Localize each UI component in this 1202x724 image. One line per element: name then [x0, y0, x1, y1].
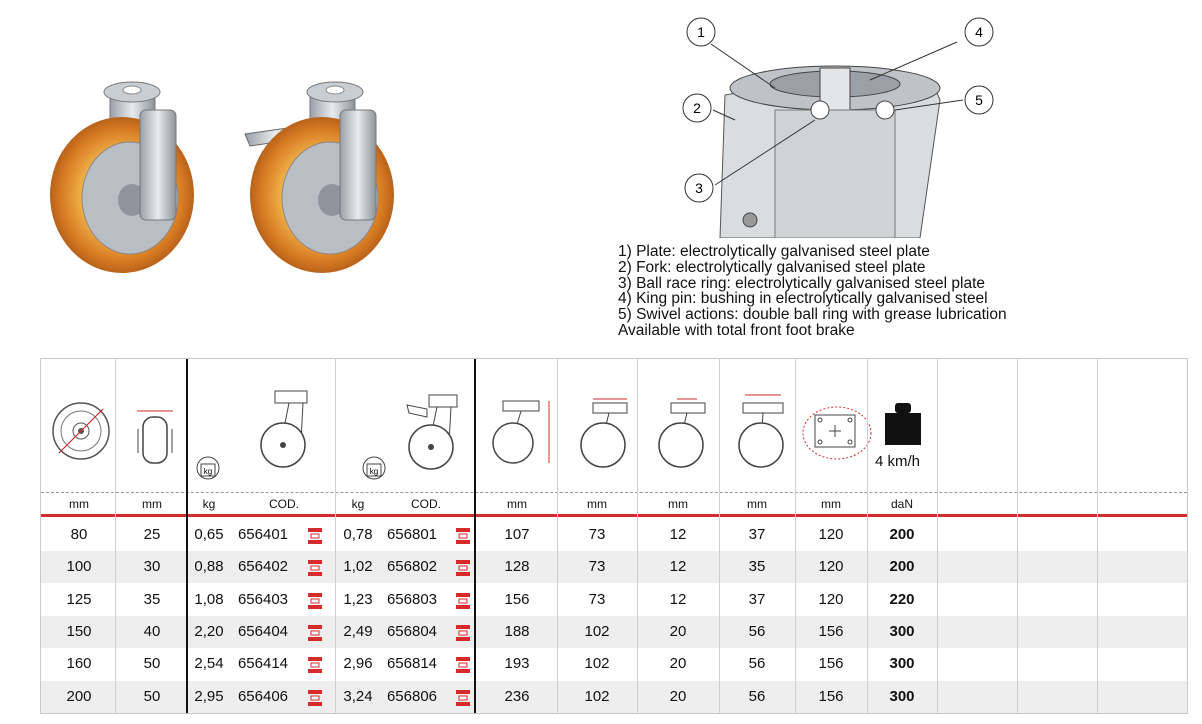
cell-width: 35 [143, 590, 161, 608]
description-item-king-pin: 4) King pin: bushing in electrolytically galvanised steel [618, 290, 988, 308]
cell-weight: 0,65 [194, 526, 224, 543]
spec-table [40, 358, 1188, 714]
cell-overall-height: 156 [504, 590, 530, 608]
spare-part-brake-icon[interactable] [455, 592, 471, 610]
cell-weight: 2,20 [194, 622, 224, 640]
cell-plate-width: 73 [588, 526, 606, 543]
spare-part-icon[interactable] [307, 689, 323, 707]
cell-load: 200 [889, 558, 915, 576]
cell-load: 300 [889, 622, 915, 640]
cell-diameter: 150 [66, 622, 92, 640]
cell-overall-height: 236 [504, 687, 530, 705]
caster-photo [50, 82, 194, 273]
cell-diameter: 100 [66, 558, 92, 576]
callout-3 [685, 174, 713, 202]
cell-holes: 37 [748, 590, 766, 608]
cell-code: 656406 [237, 687, 289, 705]
cell-diameter: 80 [70, 526, 88, 543]
cell-weight-brake: 1,23 [343, 590, 373, 608]
unit-plate-width: mm [587, 497, 607, 511]
description-note-brake: Available with total front foot brake [618, 321, 855, 339]
cell-plate: 120 [818, 526, 844, 543]
header-divider [41, 514, 1187, 517]
overall-height-icon [489, 397, 559, 467]
swivel-brake-caster-icon [403, 389, 465, 473]
cell-weight-brake: 2,96 [343, 655, 373, 673]
unit-plate: mm [821, 497, 841, 511]
cell-offset: 20 [669, 622, 687, 640]
cell-load: 220 [889, 590, 915, 608]
callout-5 [965, 86, 993, 114]
cell-load: 300 [889, 655, 915, 673]
speed-label: 4 km/h [875, 453, 921, 470]
cell-plate-width: 102 [584, 655, 610, 673]
cell-plate-width: 73 [588, 558, 606, 576]
cell-width: 40 [143, 622, 161, 640]
cell-offset: 12 [669, 590, 687, 608]
offset-icon [653, 395, 715, 469]
cell-code: 656401 [237, 526, 289, 543]
cell-width: 50 [143, 655, 161, 673]
cell-code-brake: 656803 [386, 590, 438, 608]
unit-weight: kg [202, 497, 216, 511]
cell-diameter: 200 [66, 687, 92, 705]
cell-holes: 35 [748, 558, 766, 576]
cell-plate-width: 102 [584, 687, 610, 705]
cell-code-brake: 656814 [386, 655, 438, 673]
cell-offset: 20 [669, 655, 687, 673]
unit-width: mm [142, 497, 162, 511]
callout-1 [687, 18, 715, 46]
cell-plate: 156 [818, 622, 844, 640]
spare-part-icon[interactable] [307, 624, 323, 642]
cell-code: 656403 [237, 590, 289, 608]
table-row [41, 584, 1187, 616]
cell-overall-height: 193 [504, 655, 530, 673]
weight-icon [193, 455, 223, 481]
unit-overall-height: mm [507, 497, 527, 511]
load-capacity-icon [883, 401, 923, 447]
table-row [41, 519, 1187, 551]
description-item-swivel: 5) Swivel actions: double ball ring with grease lubrication [618, 306, 1007, 324]
product-photos [40, 70, 420, 290]
cell-load: 200 [889, 526, 915, 543]
cutaway-diagram [675, 10, 1005, 238]
cell-code: 656402 [237, 558, 289, 576]
cell-plate: 156 [818, 687, 844, 705]
unit-diameter: mm [69, 497, 89, 511]
cell-code-brake: 656802 [386, 558, 438, 576]
cell-offset: 12 [669, 526, 687, 543]
cell-plate: 120 [818, 590, 844, 608]
unit-load: daN [890, 497, 913, 511]
table-row [41, 648, 1187, 680]
cell-load: 300 [889, 687, 915, 705]
cell-overall-height: 128 [504, 558, 530, 576]
description-list [618, 244, 1007, 339]
fixing-holes-icon [731, 389, 793, 469]
spare-part-brake-icon[interactable] [455, 689, 471, 707]
swivel-caster-icon [259, 389, 315, 473]
cell-code-brake: 656806 [386, 687, 438, 705]
description-item-fork: 2) Fork: electrolytically galvanised steel plate [618, 258, 926, 276]
spare-part-icon[interactable] [307, 527, 323, 545]
cell-weight-brake: 2,49 [343, 622, 373, 640]
cell-weight-brake: 3,24 [343, 687, 373, 705]
plate-dimension-icon [801, 405, 873, 461]
header-icons-row [41, 359, 1187, 492]
cell-overall-height: 107 [504, 526, 530, 543]
cell-weight-brake: 0,78 [343, 526, 373, 543]
cell-width: 30 [143, 558, 161, 576]
spare-part-icon[interactable] [307, 656, 323, 674]
unit-holes: mm [747, 497, 767, 511]
cell-plate: 156 [818, 655, 844, 673]
wheel-diameter-icon [49, 399, 113, 463]
spare-part-brake-icon[interactable] [455, 624, 471, 642]
cell-plate-width: 102 [584, 622, 610, 640]
cell-overall-height: 188 [504, 622, 530, 640]
cell-width: 25 [143, 526, 161, 543]
cell-plate: 120 [818, 558, 844, 576]
cell-offset: 20 [669, 687, 687, 705]
spare-part-icon[interactable] [307, 592, 323, 610]
table-row [41, 551, 1187, 583]
table-row [41, 616, 1187, 648]
weight-brake-icon [359, 455, 389, 481]
cell-code: 656414 [237, 655, 289, 673]
description-item-plate: 1) Plate: electrolytically galvanised steel plate [618, 243, 930, 260]
cell-plate-width: 73 [588, 590, 606, 608]
cell-holes: 37 [748, 526, 766, 543]
cell-weight: 0,88 [194, 558, 224, 576]
spare-part-brake-icon[interactable] [455, 656, 471, 674]
svg-text:kg: kg [369, 467, 379, 476]
description-item-ball-race: 3) Ball race ring: electrolytically galvanised steel plate [618, 274, 986, 292]
units-row [41, 492, 1187, 514]
cell-diameter: 160 [66, 655, 92, 673]
table-row [41, 681, 1187, 713]
cell-weight-brake: 1,02 [343, 558, 373, 576]
unit-code-brake: COD. [411, 497, 441, 511]
spare-part-brake-icon[interactable] [455, 527, 471, 545]
svg-text:1: 1 [697, 24, 705, 40]
caster-brake-photo [245, 82, 394, 273]
unit-code: COD. [269, 497, 299, 511]
cell-holes: 56 [748, 687, 766, 705]
svg-text:2: 2 [693, 100, 701, 116]
callout-4 [965, 18, 993, 46]
cell-weight: 2,54 [194, 655, 224, 673]
svg-text:5: 5 [975, 92, 983, 108]
spare-part-icon[interactable] [307, 559, 323, 577]
callout-2 [683, 94, 711, 122]
unit-offset: mm [668, 497, 688, 511]
wheel-width-icon [133, 405, 177, 469]
svg-text:4: 4 [975, 24, 983, 40]
cell-holes: 56 [748, 655, 766, 673]
svg-text:3: 3 [695, 180, 703, 196]
cell-code-brake: 656801 [386, 526, 438, 543]
svg-text:kg: kg [203, 467, 213, 476]
cell-holes: 56 [748, 622, 766, 640]
spare-part-brake-icon[interactable] [455, 559, 471, 577]
cell-width: 50 [143, 687, 161, 705]
cell-code-brake: 656804 [386, 622, 438, 640]
cell-weight: 1,08 [194, 590, 224, 608]
unit-weight-brake: kg [351, 497, 365, 511]
cell-code: 656404 [237, 622, 289, 640]
cell-diameter: 125 [66, 590, 92, 608]
cell-offset: 12 [669, 558, 687, 576]
plate-width-icon [575, 395, 637, 469]
cell-weight: 2,95 [194, 687, 224, 705]
